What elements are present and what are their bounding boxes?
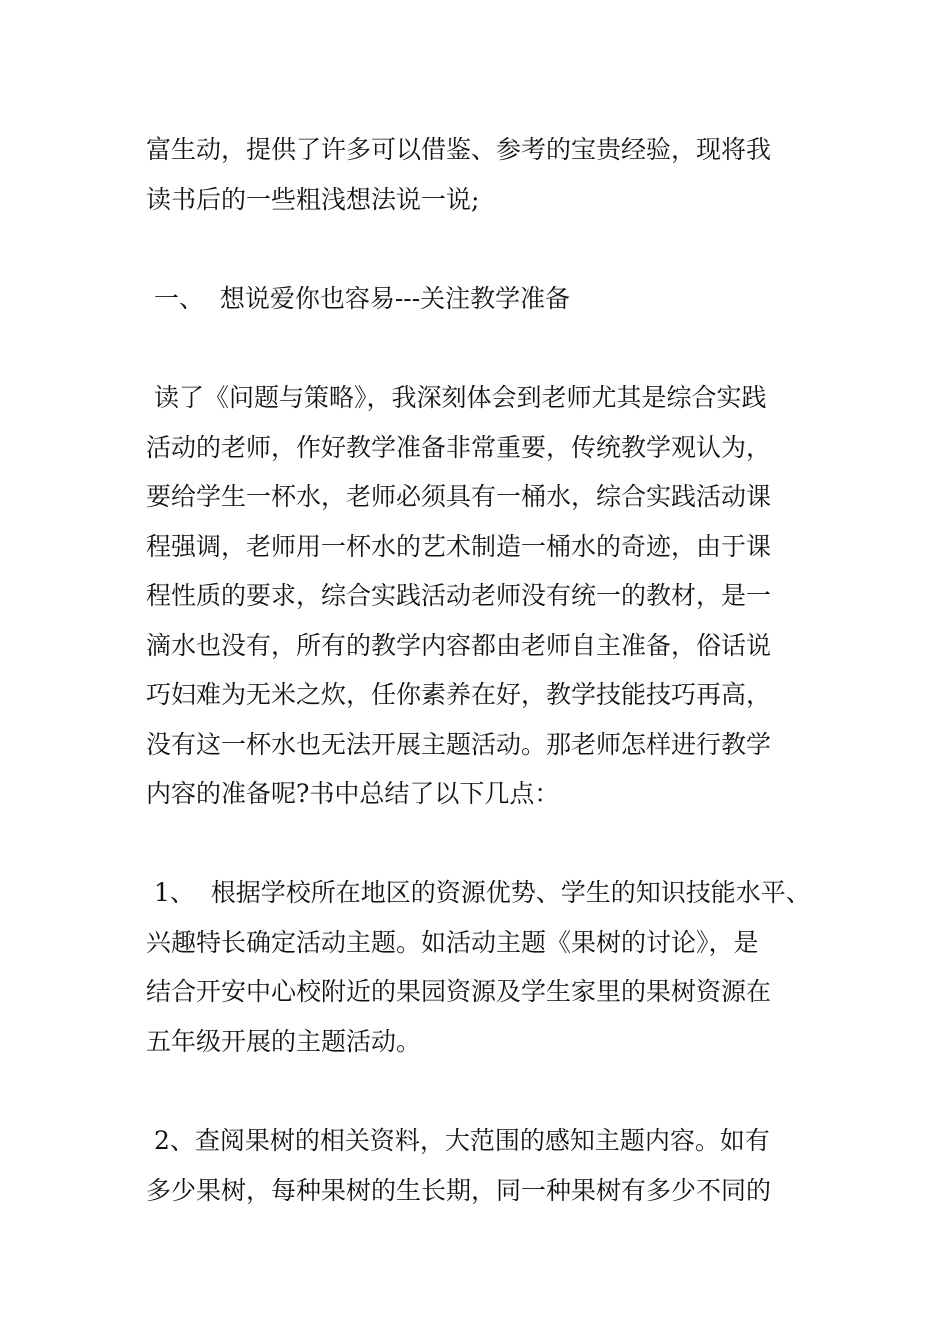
paragraph-line: 内容的准备呢?书中总结了以下几点：: [146, 779, 560, 808]
paragraph-line: 巧妇难为无米之炊，任你素养在好，教学技能技巧再高，: [146, 680, 772, 709]
paragraph-line: 滴水也没有，所有的教学内容都由老师自主准备，俗话说: [146, 631, 772, 660]
list-item-line: 结合开安中心校附近的果园资源及学生家里的果树资源在: [146, 977, 772, 1006]
paragraph-line: 程性质的要求，综合实践活动老师没有统一的教材，是一: [146, 581, 772, 610]
list-item-line: 五年级开展的主题活动。: [146, 1027, 422, 1056]
paragraph-line: 没有这一杯水也无法开展主题活动。那老师怎样进行教学: [146, 730, 772, 759]
paragraph-line: 读书后的一些粗浅想法说一说;: [146, 185, 480, 214]
list-item-line: 2、查阅果树的相关资料，大范围的感知主题内容。如有: [146, 1126, 770, 1155]
section-heading: 一、 想说爱你也容易---关注教学准备: [146, 284, 571, 313]
paragraph-line: 要给学生一杯水，老师必须具有一桶水，综合实践活动课: [146, 482, 772, 511]
paragraph-line: 程强调，老师用一杯水的艺术制造一桶水的奇迹，由于课: [146, 532, 772, 561]
paragraph-line: 活动的老师，作好教学准备非常重要，传统教学观认为，: [146, 433, 772, 462]
paragraph-line: 读了《问题与策略》，我深刻体会到老师尤其是综合实践: [146, 383, 767, 412]
paragraph-line: 富生动，提供了许多可以借鉴、参考的宝贵经验，现将我: [146, 135, 772, 164]
list-item-line: 兴趣特长确定活动主题。如活动主题《果树的讨论》，是: [146, 928, 759, 957]
list-item-line: 多少果树，每种果树的生长期，同一种果树有多少不同的: [146, 1176, 772, 1205]
list-item-line: 1、 根据学校所在地区的资源优势、学生的知识技能水平、: [146, 878, 811, 907]
